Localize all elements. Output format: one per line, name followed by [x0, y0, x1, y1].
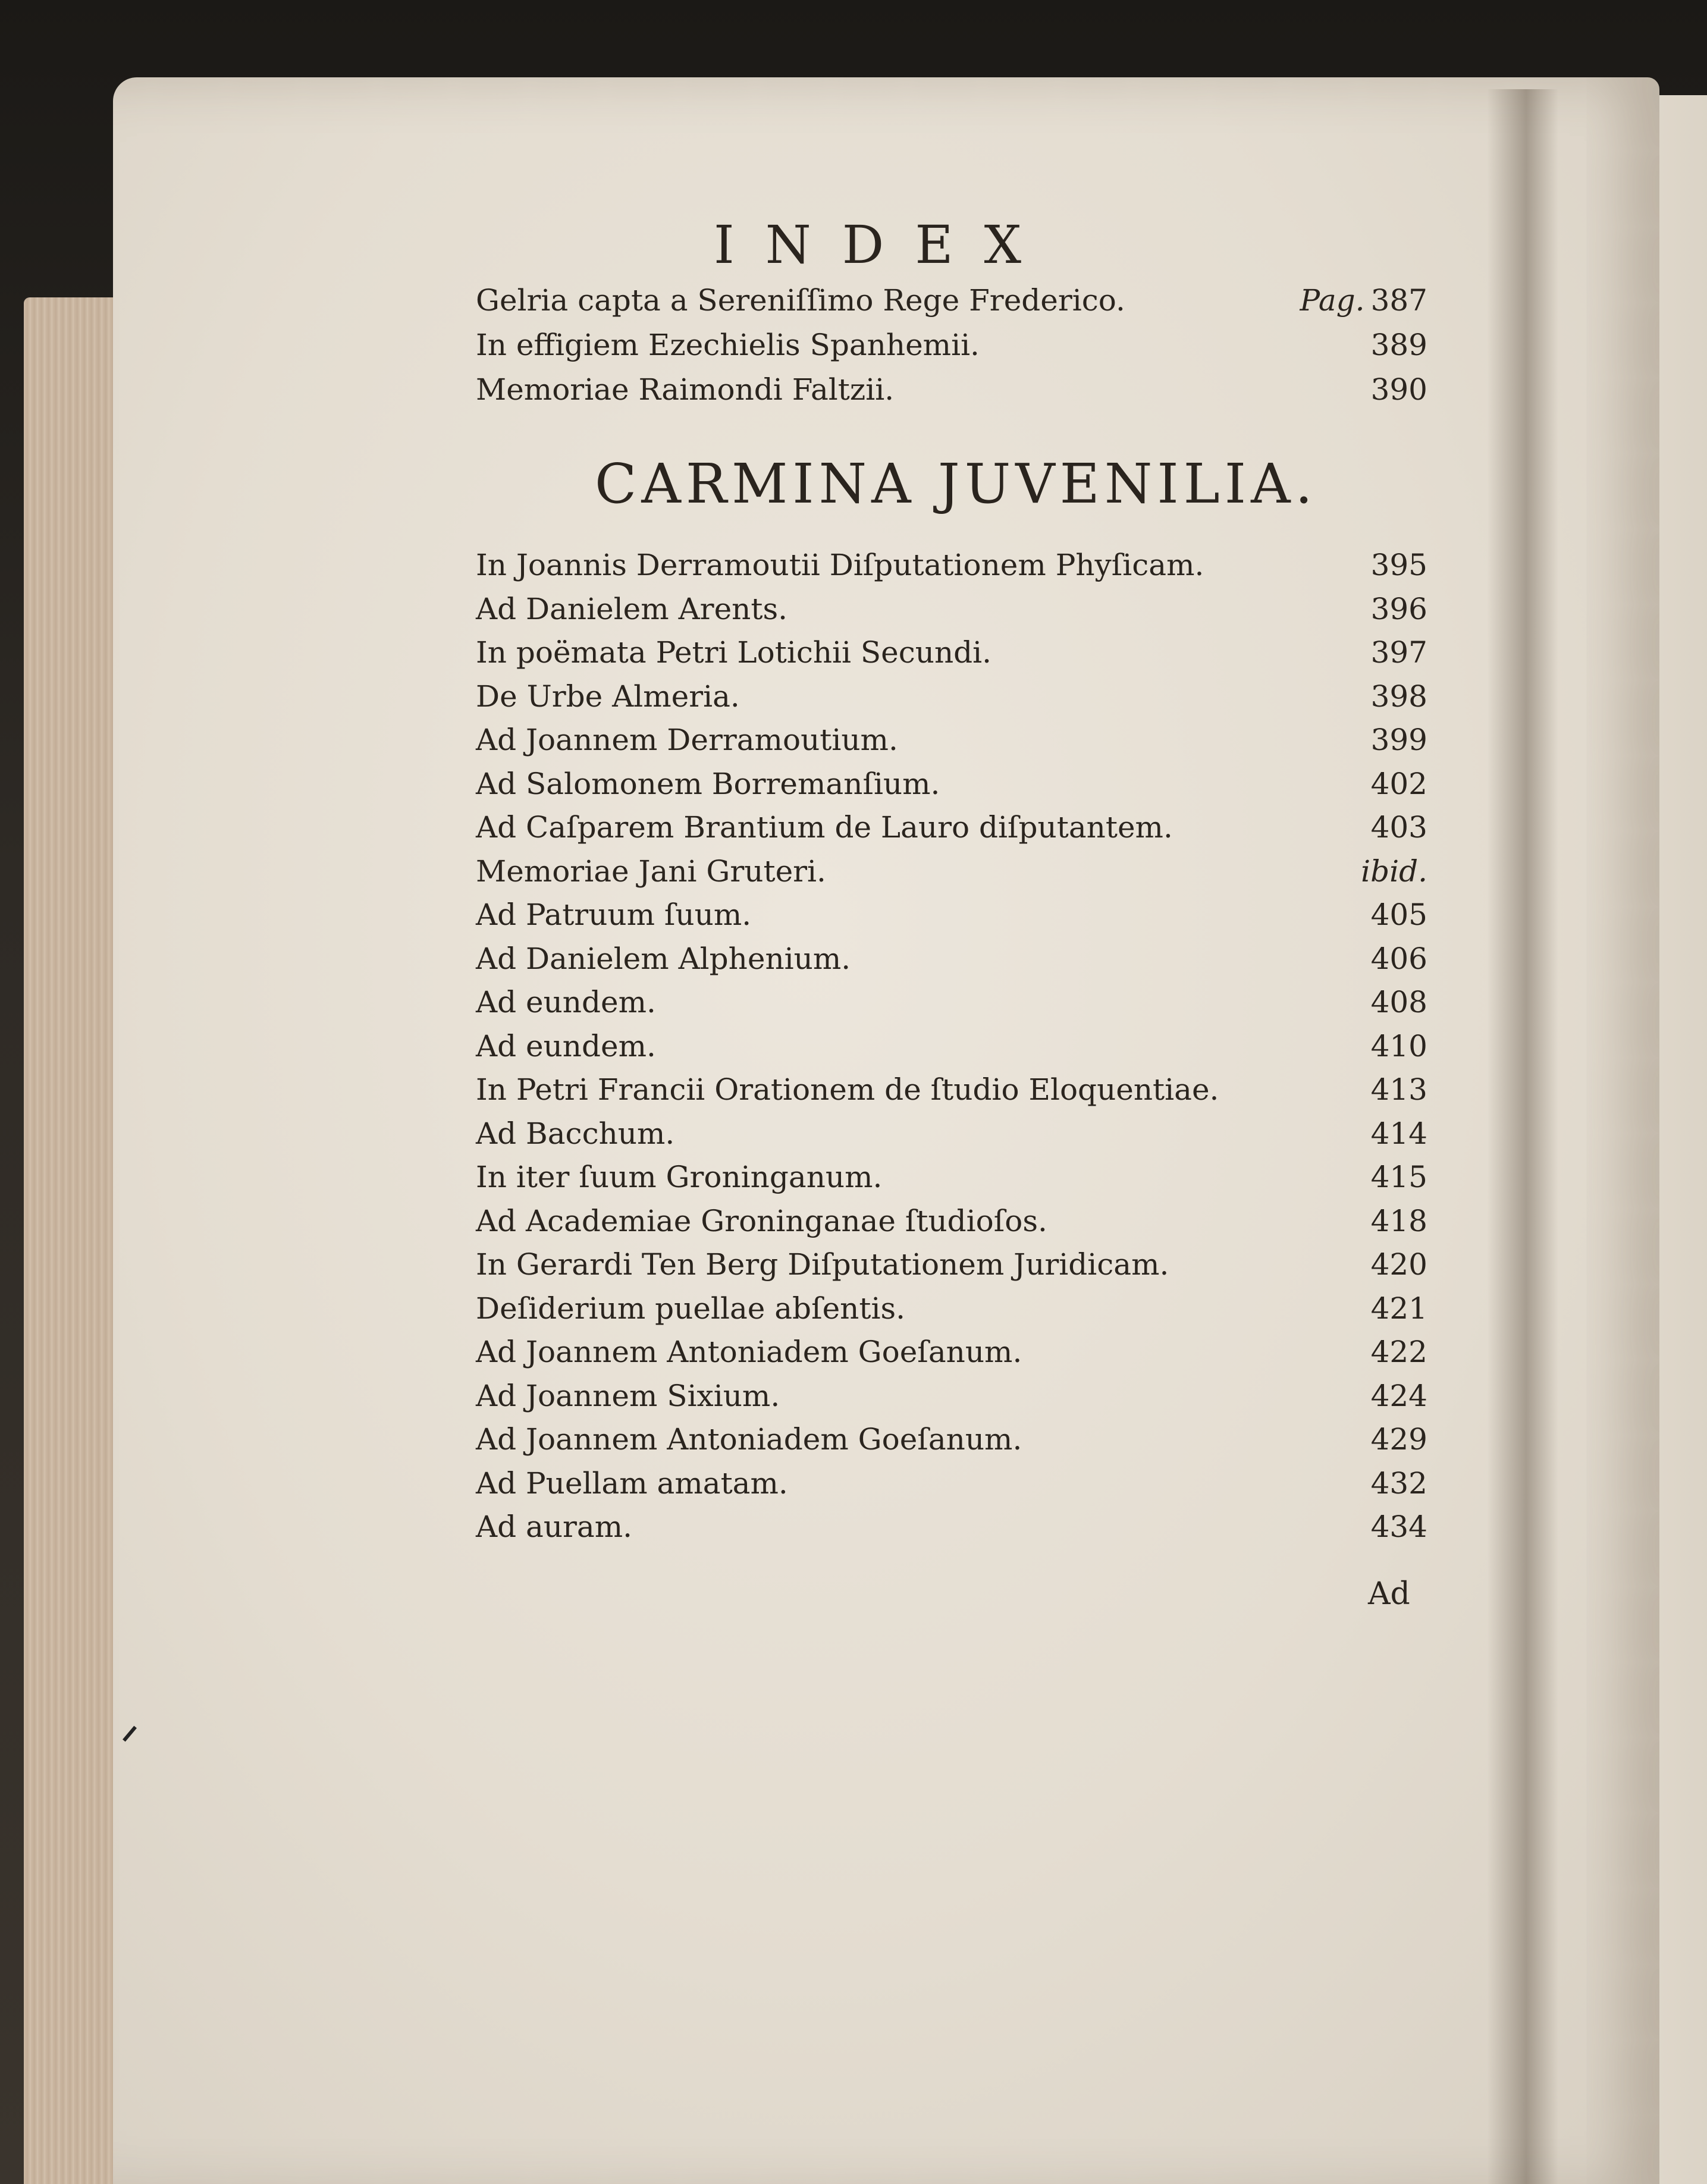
- list-item: [476, 632, 1427, 673]
- list-item: [476, 938, 1427, 980]
- entry-title: In Petri Francii Orationem de ſtudio Eloquentiae.: [476, 1072, 1219, 1107]
- list-item: [476, 676, 1427, 717]
- entry-page-number: 422: [1370, 1335, 1427, 1369]
- list-item: [476, 894, 1427, 936]
- entry-title: Deſiderium puellae abſentis.: [476, 1291, 905, 1326]
- entry-title: Memoriae Jani Gruteri.: [476, 853, 826, 889]
- entry-page-number: 432: [1370, 1466, 1427, 1501]
- entry-page-number: 429: [1370, 1422, 1427, 1457]
- entry-page-number: 415: [1370, 1160, 1427, 1194]
- entry-title: Ad Danielem Arents.: [476, 591, 788, 626]
- entry-page-number: 413: [1370, 1072, 1427, 1107]
- list-item: [476, 807, 1427, 848]
- entry-title: Ad Bacchum.: [476, 1116, 675, 1151]
- entry-title: Ad eundem.: [476, 985, 656, 1019]
- entry-page-number: 395: [1370, 548, 1427, 582]
- list-item: [476, 588, 1427, 630]
- list-item: [476, 1375, 1427, 1417]
- entry-title: Ad Joannem Antoniadem Goeſanum.: [476, 1335, 1022, 1369]
- list-item: [476, 1156, 1427, 1198]
- list-item: [476, 1506, 1427, 1548]
- entry-title: In effigiem Ezechielis Spanhemii.: [476, 328, 980, 362]
- pag-label: Pag.: [1300, 283, 1365, 318]
- list-item: [476, 1419, 1427, 1460]
- page-gutter-shadow: [1487, 89, 1558, 2184]
- entry-title: Ad Salomonem Borremanſium.: [476, 766, 940, 801]
- list-item: [476, 1113, 1427, 1154]
- entry-title: Ad eundem.: [476, 1028, 656, 1063]
- entry-page-number: [1300, 280, 1427, 321]
- entry-page-value: 387: [1370, 283, 1427, 318]
- list-item: [476, 1463, 1427, 1504]
- entry-title: Ad auram.: [476, 1510, 633, 1544]
- entry-title: Ad Joannem Derramoutium.: [476, 723, 898, 757]
- entry-page-number: 424: [1370, 1378, 1427, 1413]
- entry-page-number: 390: [1370, 372, 1427, 407]
- list-item: [476, 1025, 1427, 1067]
- list-item: [476, 544, 1427, 586]
- entry-page-number: ibid.: [1361, 853, 1427, 889]
- entry-title: In iter ſuum Groninganum.: [476, 1160, 883, 1194]
- list-item: [476, 324, 1427, 366]
- entry-title: Ad Patruum ſuum.: [476, 898, 752, 932]
- list-item: [476, 763, 1427, 805]
- entry-page-number: 402: [1370, 766, 1427, 801]
- entry-title: Gelria capta a Sereniſſimo Rege Frederico.: [476, 283, 1125, 318]
- entry-page-number: 405: [1370, 898, 1427, 932]
- page-header: INDEX: [714, 214, 1053, 275]
- list-item: [476, 1288, 1427, 1329]
- entry-title: Ad Academiae Groninganae ſtudioſos.: [476, 1203, 1047, 1238]
- entry-page-number: 414: [1370, 1116, 1427, 1151]
- catchword: Ad: [1368, 1576, 1410, 1612]
- list-item: [476, 1331, 1427, 1373]
- entry-page-number: 434: [1370, 1510, 1427, 1544]
- entry-page-number: 397: [1370, 635, 1427, 670]
- entry-page-number: 418: [1370, 1203, 1427, 1238]
- entry-page-number: 403: [1370, 810, 1427, 845]
- section-heading: CARMINA JUVENILIA.: [595, 452, 1317, 516]
- list-item: [476, 851, 1427, 892]
- entry-page-number: 398: [1370, 679, 1427, 714]
- list-item: [476, 1200, 1427, 1242]
- list-item: [476, 280, 1427, 321]
- entry-title: In poëmata Petri Lotichii Secundi.: [476, 635, 992, 670]
- entry-page-number: 389: [1370, 328, 1427, 362]
- entry-title: Memoriae Raimondi Faltzii.: [476, 372, 895, 407]
- list-item: [476, 719, 1427, 761]
- list-item: [476, 981, 1427, 1023]
- entry-page-number: 421: [1370, 1291, 1427, 1326]
- entry-page-number: 410: [1370, 1028, 1427, 1063]
- entry-page-number: 399: [1370, 723, 1427, 757]
- entry-page-number: 406: [1370, 941, 1427, 976]
- entry-title: Ad Joannem Sixium.: [476, 1378, 780, 1413]
- entry-title: De Urbe Almeria.: [476, 679, 740, 714]
- list-item: [476, 369, 1427, 410]
- entry-title: In Joannis Derramoutii Diſputationem Phyſicam.: [476, 548, 1204, 582]
- entry-page-number: 396: [1370, 591, 1427, 626]
- entry-title: Ad Joannem Antoniadem Goeſanum.: [476, 1422, 1022, 1457]
- list-item: [476, 1244, 1427, 1285]
- list-item: [476, 1069, 1427, 1110]
- entry-page-number: 420: [1370, 1247, 1427, 1282]
- entry-title: In Gerardi Ten Berg Diſputationem Juridicam.: [476, 1247, 1169, 1282]
- entry-title: Ad Caſparem Brantium de Lauro diſputantem.: [476, 810, 1173, 845]
- entry-page-number: 408: [1370, 985, 1427, 1019]
- entry-title: Ad Danielem Alphenium.: [476, 941, 851, 976]
- book-block-edge: [24, 297, 125, 2184]
- entry-title: Ad Puellam amatam.: [476, 1466, 788, 1501]
